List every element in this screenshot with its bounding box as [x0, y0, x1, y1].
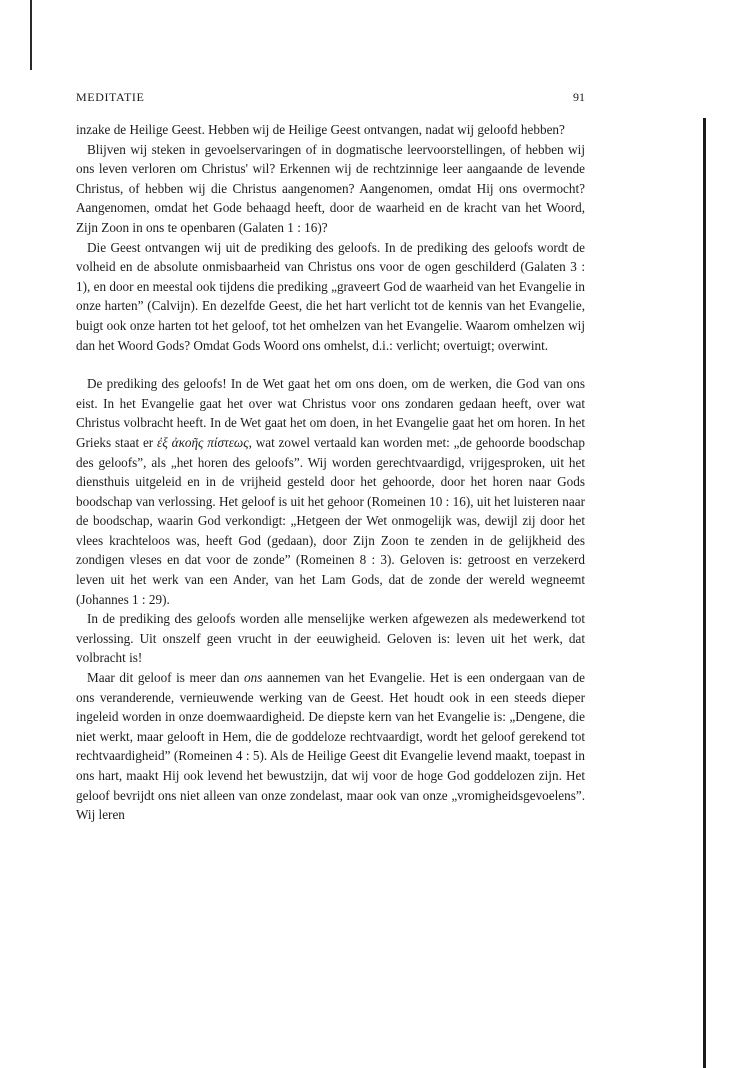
paragraph-text: Die Geest ontvangen wij uit de prediking des geloofs. In de prediking des geloofs wordt de volheid en de absolute onmisbaarheid van Christus ons voor de ogen geschilderd (Galaten 3 : 1), en door en meestal ook tijdens die prediking „graveert God de waarheid van het Evangelie in onze harten” (Calvijn). En dezelfde Geest, die het hart verlicht tot de kennis van het Evangelie, buigt ook onze harten tot het geloof, tot het omhelzen van het Evangelie. Waarom omhelzen wij dan het Woord Gods? Omdat Gods Woord ons omhelst, d.i.: verlicht; overtuigt; overwint. — [76, 239, 585, 353]
scan-edge-right — [703, 118, 706, 1068]
running-head — [76, 90, 585, 108]
emphasis-ons: ons — [244, 670, 263, 686]
paragraph-text: De prediking des geloofs! In de Wet gaat het om ons doen, om de werken, die God van ons eist. In het Evangelie gaat het over wat Christus voor ons zondaren gedaan heeft, over wat Christus volbracht heeft. In de Wet gaat het om doen, in het Evangelie gaat het om horen. In het Grieks staat er — [76, 376, 585, 450]
paragraph — [76, 238, 585, 356]
page-number: 91 — [573, 90, 585, 104]
paragraph-continuation — [76, 120, 585, 140]
paragraph — [76, 668, 585, 825]
paragraph-text: Maar dit geloof is meer dan — [87, 670, 245, 686]
paragraph-text: In de prediking des geloofs worden alle menselijke werken afgewezen als medewerkend tot verlossing. Uit onszelf geen vrucht in der eeuwigheid. Geloven is: leven uit het werk, dat volbracht is! — [76, 611, 585, 666]
greek-phrase: ἐξ ἀκοῆς πίστεως — [157, 434, 249, 450]
paragraph — [76, 609, 585, 668]
paragraph-text: Blijven wij steken in gevoelservaringen of in dogmatische leervoorstellingen, of hebben wij ons leven verloren om Christus' wil? Erkennen wij de rechtzinnige leer aangaande de levende Christus, of hebben wij die Christus aangenomen? Aangenomen, omdat Hij ons overmocht? Aangenomen, omdat het Gode behaagd heeft, door de waarheid en de kracht van het Woord, Zijn Zoon in ons te openbaren (Galaten 1 : 16)? — [76, 141, 585, 235]
paragraph — [76, 374, 585, 609]
scan-edge-left — [30, 0, 32, 70]
paragraph — [76, 140, 585, 238]
paragraph-text: aannemen van het Evangelie. Het is een ondergaan van de ons veranderende, vernieuwende werking van de Geest. Het houdt ook in een steeds dieper ingeleid worden in onze doemwaardigheid. De diepste kern van het Evangelie is: „Dengene, die niet werkt, maar gelooft in Hem, die de goddeloze rechtvaardigt, wordt het geloof gerekend tot rechtvaardigheid” (Romeinen 4 : 5). Als de Heilige Geest dit Evangelie levend maakt, toepast in ons hart, maakt Hij ook levend het bewustzijn, dat wij voor de hoge God goddelozen zijn. Het geloof bevrijdt ons niet alleen van onze zondelast, maar ook van onze „vromigheidsgevoelens”. Wij leren — [76, 670, 585, 823]
running-head-title: MEDITATIE — [76, 90, 145, 104]
body-text — [76, 120, 585, 825]
paragraph-text: , wat zowel vertaald kan worden met: „de gehoorde boodschap des geloofs”, als „het horen des geloofs”. Wij worden gerechtvaardigd, vrijgesproken, uit het diensthuis uitgeleid en in de vrijheid gesteld door het gehoorde, door het horen naar Gods boodschap van verlossing. Het geloof is uit het gehoor (Romeinen 10 : 16), uit het luisteren naar de boodschap, waarin God verkondigt: „Hetgeen der Wet onmogelijk was, dewijl zij door het vlees krachteloos was, heeft God (gedaan), door Zijn Zoon te zenden in de gelijkheid des zondigen vleses en dat voor de zonde” (Romeinen 8 : 3). Geloven is: getroost en verzekerd leven uit het werk van een Ander, van het Lam Gods, dat de zonde der wereld wegneemt (Johannes 1 : 29). — [76, 434, 585, 607]
paragraph-text: inzake de Heilige Geest. Hebben wij de Heilige Geest ontvangen, nadat wij geloofd hebben? — [76, 122, 565, 137]
